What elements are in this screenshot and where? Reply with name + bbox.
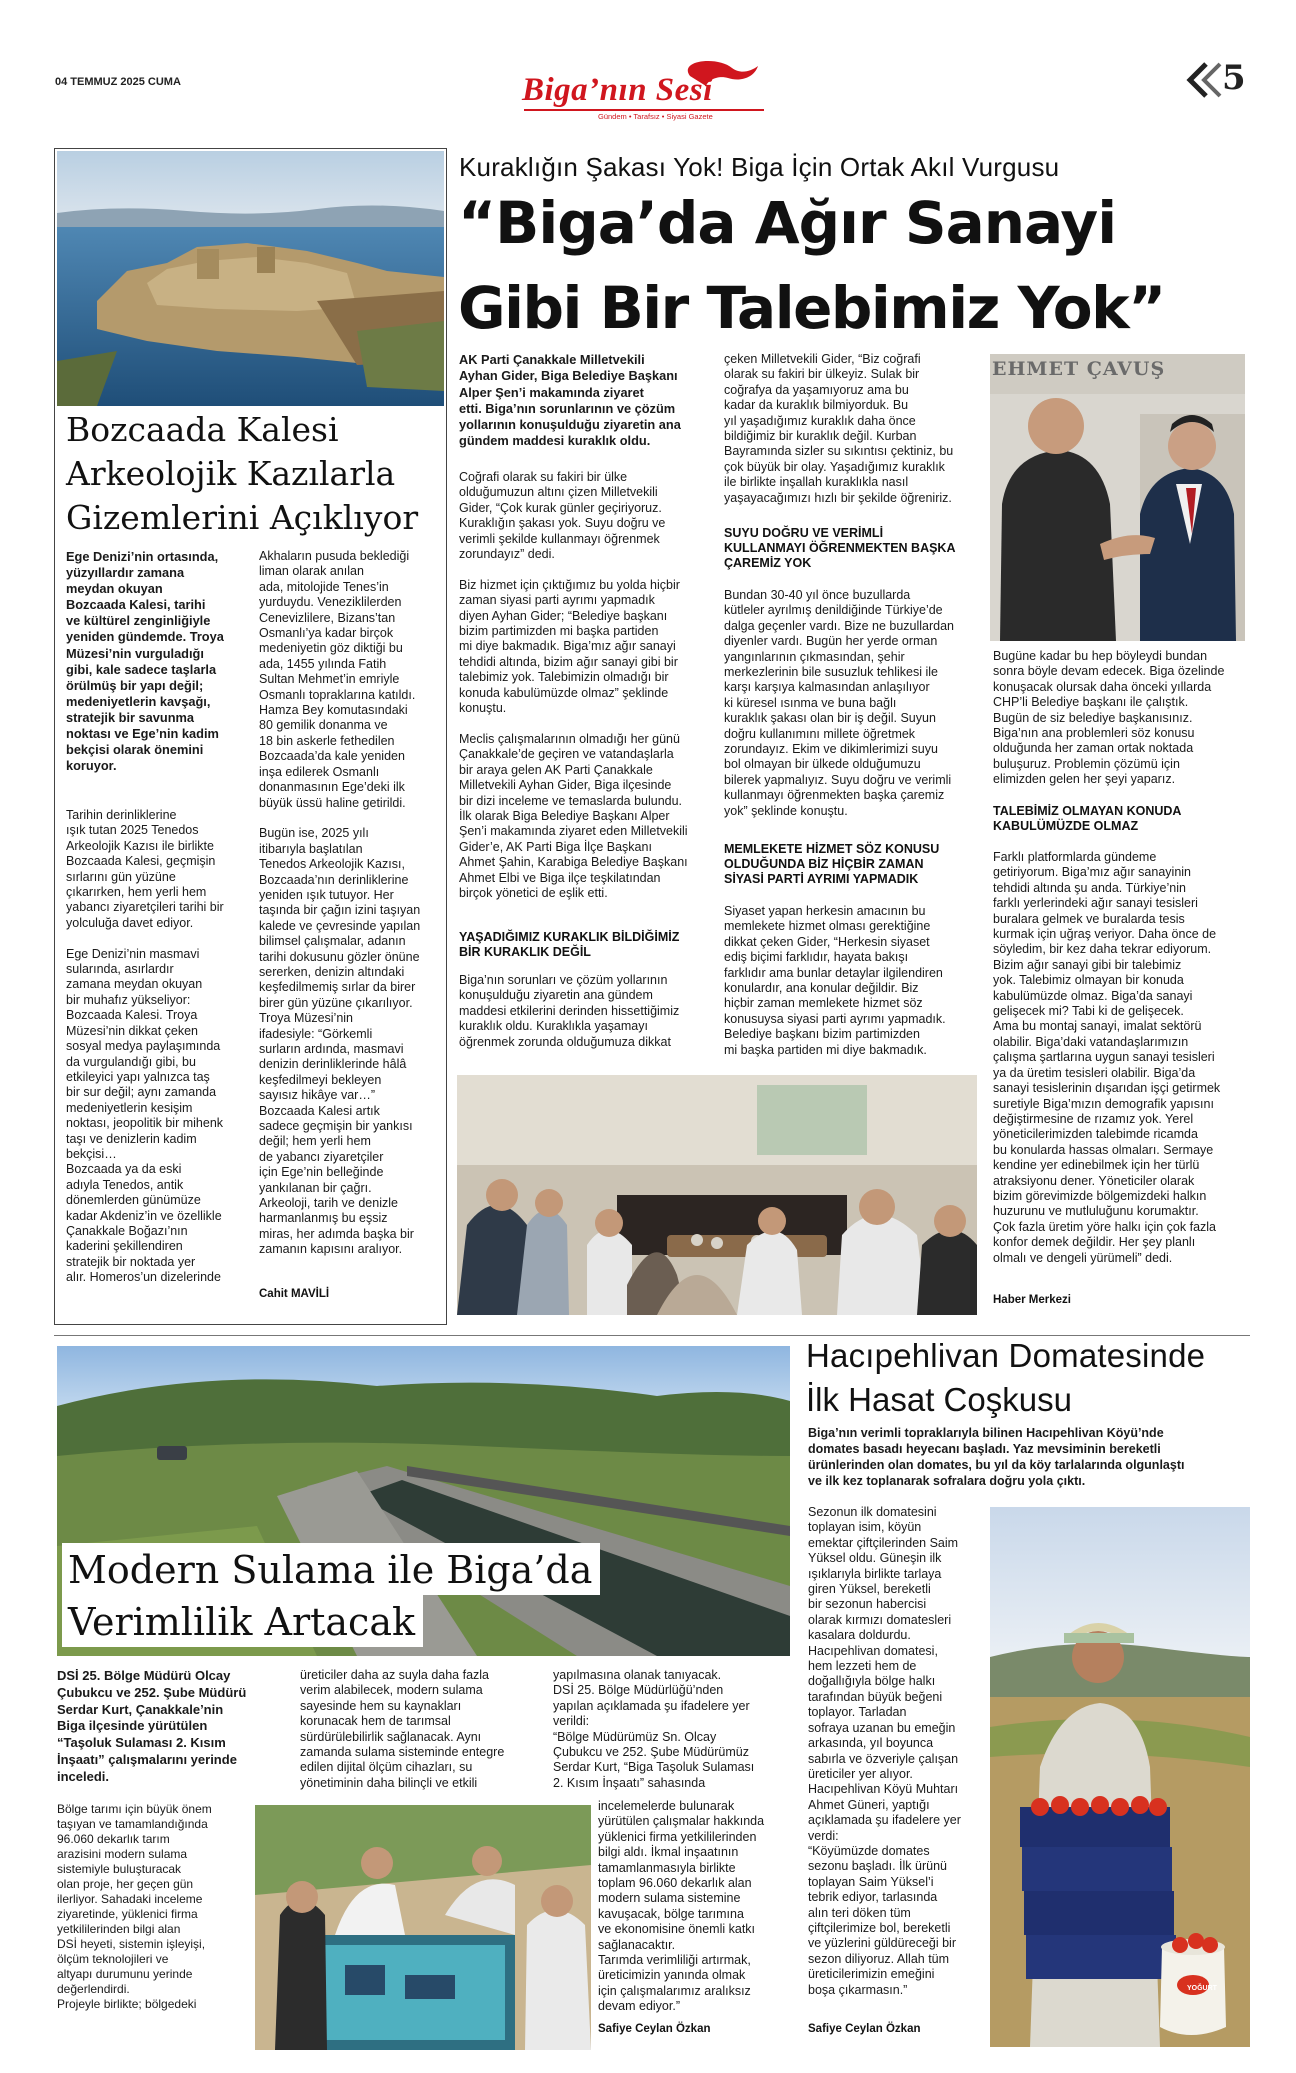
sanayi-lead: AK Parti Çanakkale Milletvekili Ayhan Gider, Biga Belediye Başkanı Alper Şen’i makamında ziyaret etti. Biga’nın sorunlarının ve çözüm yollarının konuşulduğu ziyaretin ana gündem maddesi kuraklık oldu. [459, 352, 681, 449]
logo-tagline: Gündem • Tarafsız • Siyasi Gazete [598, 112, 713, 121]
bozcaada-col2: Akhaların pusuda beklediği liman olarak anılan ada, mitolojide Tenes’in yurduydu. Veneziklilerden Cenevizlilere, Bizans’tan Osmanlı’ya kadar birçok medeniyetin göz diktiği bu ada, 1455 yılında Fatih Sultan Mehmet’in emriyle Osmanlı topraklarına katıldı. Hamza Bey komutasındaki 80 gemilik donanma ve 18 bin askerle fethedilen Bozcaada’da kale yeniden inşa edilerek Osmanlı donanmasının Ege’deki ilk büyük üssü haline getirildi. Bugün ise, 2025 yılı itibarıyla başlatılan Tenedos Arkeolojik Kazısı, Bozcaada’nın derinliklerine yeniden ışık tutuyor. Her taşında bir çağın izini taşıyan kalede ve çevresinde yapılan bilimsel çalışmalar, adanın tarihi dokusunu gözler önüne sererken, denizin altındaki keşfedilmemiş sırlar da birer birer gün yüzüne çıkarılıyor. Troya Müzesi’nin ifadesiyle: “Görkemli surların ardında, masmavi denizin derinliklerinde hâlâ keşfedilmeyi bekleyen sayısız hikâye var…” Bozcaada Kalesi artık sadece geçmişin bir yankısı değil; hem yerli hem de yabancı ziyaretçiler için Ege’nin belleğinde yankılanan bir çağrı. Arkeoloji, tarih ve denizle harmanlanmış bu eşsiz miras, her adımda başka bir zamanın kapısını aralıyor. [259, 549, 421, 1257]
bozcaada-col1: Tarihin derinliklerine ışık tutan 2025 Tenedos Arkeolojik Kazısı ile birlikte Bozcaada Kalesi, geçmişin sırlarını gün yüzüne çıkarırken, hem yerli hem yabancı ziyaretçileri tarihi bir yolculuğa davet ediyor. Ege Denizi’nin masmavi sularında, asırlardır zamana meydan okuyan bir muhafız yükseliyor: Bozcaada Kalesi. Troya Müzesi’nin dikkat çeken sosyal medya paylaşımında da vurgulandığı gibi, bu etkileyici yapı yalnızca taş bir sur değil; aynı zamanda medeniyetlerin kesişim noktası, jeopolitik bir mihenk taşı ve denizlerin kadim bekçisi… Bozcaada ya da eski adıyla Tenedos, antik dönemlerden günümüze kadar Akdeniz’in ve özellikle Çanakkale Boğazı’nın kaderini şekillendiren stratejik bir noktada yer alır. Homeros’un dizelerinde [66, 808, 224, 1285]
sulama-headline-1 [62, 1543, 600, 1595]
sulama-col3: yapılmasına olanak tanıyacak. DSİ 25. Bölge Müdürlüğü’nden yapılan açıklamada şu ifadelere yer verildi: “Bölge Müdürümüz Sn. Olcay Çubukcu ve 252. Şube Müdürümüz Serdar Kurt, “Biga Taşoluk Sulaması 2. Kısım İnşaatı” sahasında [553, 1668, 755, 1790]
domates-lead: Biga’nın verimli topraklarıyla bilinen Hacıpehlivan Köyü’nde domates basadı heyecanı başladı. Yaz mevsiminin bereketli ürünlerinden olan domates, bu yıl da köy tarlalarında olgunlaştı ve ilk kez toplanarak sofralara doğru yola çıktı. [808, 1426, 1185, 1488]
dsi-inspection-photo [255, 1805, 591, 2050]
domates-headline-2: İlk Hasat Coşkusu [806, 1381, 1072, 1418]
sanayi-col2-body3: Siyaset yapan herkesin amacının bu memlekete hizmet olması gerektiğine dikkat çeken Gider, “Herkesin siyaset ediş biçimi farklıdır, hayata bakışı farklıdır ama bunlar detaylar ilgilendiren konulardır, ana konular değildir. Biz hiçbir zaman memlekete hizmet söz konusuysa siyasi parti ayrımı yapmadık. Belediye başkanı bizim partimizden mi başka partiden mi diye bakmadık. [724, 904, 946, 1057]
sulama-col2: üreticiler daha az suyla daha fazla verim alabilecek, modern sulama sayesinde hem su kaynakları korunacak hem de tarımsal sürdürülebilirlik sağlanacak. Aynı zamanda sulama sisteminde entegre edilen dijital ölçüm cihazları, su yönetiminin daha bilinçli ve etkili [300, 1668, 505, 1790]
sulama-headline-1-text: Modern Sulama ile Biga’da [68, 1548, 593, 1592]
page-number: 5 [1222, 58, 1246, 98]
farmer-tomato-photo [990, 1507, 1250, 2047]
page-number-badge [1182, 60, 1252, 100]
sanayi-col1-body2: Biga’nın sorunları ve çözüm yollarının konuşulduğu ziyaretin ana gündem maddesi etkilerini derinden hissettiğimiz kuraklık oldu. Kuraklıkla yaşamayı öğrenmek zorunda olduğumuza dikkat [459, 973, 680, 1049]
bozcaada-headline-3: Gizemlerini Açıklıyor [66, 498, 419, 537]
sanayi-col3-body: Bugüne kadar bu hep böyleydi bundan sonra böyle devam edecek. Biga özelinde konuşacak olursak daha önceki yıllarda CHP’li Belediye başkanı ile çalıştık. Bugün de siz belediye başkanısınız. Biga’nın ana problemleri söz konusu olduğunda her zaman ortak noktada buluşuruz. Problemin çözümü için elimizden gelen her şeyi yaparız. [993, 649, 1225, 787]
sulama-headline-2 [62, 1595, 423, 1647]
sanayi-col3-subhead: TALEBİMİZ OLMAYAN KONUDA KABULÜMÜZDE OLMAZ [993, 804, 1182, 833]
bozcaada-lead: Ege Denizi’nin ortasında, yüzyıllardır zamana meydan okuyan Bozcaada Kalesi, tarihi ve kültürel zenginliğiyle yeniden gündemde. Troya Müzesi’nin vurguladığı gibi, kale sadece taşlarla örülmüş bir yapı değil; medeniyetlerin kavşağı, stratejik bir savunma noktası ve Ege’nin kadim bekçisi olarak önemini koruyor. [66, 549, 224, 774]
sanayi-col2-subhead1: SUYU DOĞRU VE VERİMLİ KULLANMAYI ÖĞRENMEKTEN BAŞKA ÇAREMİZ YOK [724, 526, 956, 570]
sulama-col3-body2: incelemelerde bulunarak yürütülen çalışmalar hakkında yüklenici firma yetkililerinden bilgi aldı. İkmal inşaatının tamamlanmasıyla birlikte toplam 96.060 dekarlık alan modern sulama sistemine kavuşacak, bölge tarımına ve ekonomisine önemli katkı sağlanacaktır. Tarımda verimliliği artırmak, üreticimizin yanında olmak için çalışmalarımız aralıksız devam ediyor.” [598, 1799, 765, 2014]
bozcaada-byline: Cahit MAVİLİ [259, 1288, 330, 1300]
bozcaada-headline-2: Arkeolojik Kazılarla [66, 454, 396, 493]
sanayi-col2-subhead2: MEMLEKETE HİZMET SÖZ KONUSU OLDUĞUNDA BİZ HİÇBİR ZAMAN SİYASİ PARTİ AYRIMI YAPMADIK [724, 842, 940, 886]
sulama-col1: Bölge tarımı için büyük önem taşıyan ve tamamlandığında 96.060 dekarlık tarım arazisini modern sulama sistemiyle buluşturacak olan proje, her geçen gün ilerliyor. Sahadaki inceleme ziyaretinde, yüklenici firma yetkililerinden bilgi alan DSİ heyeti, sistemin işleyişi, ölçüm teknolojileri ve altyapı durumunu yerinde değerlendirdi. Projeyle birlikte; bölgedeki [57, 1802, 212, 2011]
wall-sign-text: EHMET ÇAVUŞ [992, 358, 1166, 380]
sanayi-headline-1: “Biga’da Ağır Sanayi [458, 189, 1117, 257]
sanayi-col1-body: Coğrafi olarak su fakiri bir ülke olduğumuzun altını çizen Milletvekili Gider, “Çok kurak günler geçiriyoruz. Kuraklığın şakası yok. Suyu doğru ve verimli şekilde kullanmayı öğrenmek zorundayız” dedi. Biz hizmet için çıktığımız bu yolda hiçbir zaman siyasi parti ayrımı yapmadık diyen Ayhan Gider; “Belediye başkanı bizim partimizden mi başka partiden mi diye bakmadık. Biga’mız ağır sanayi tehdidi altında, bizim ağır sanayi gibi bir talebimiz yok. Talebimizin olmadığı bir konuda kabulümüzde olmaz” şeklinde konuştu. Meclis çalışmalarının olmadığı her günü Çanakkale’de geçiren ve vatandaşlarla bir araya gelen AK Parti Çanakkale Milletvekili Ayhan Gider, Biga ilçesinde bir dizi inceleme ve temaslarda bulundu. İlk olarak Biga Belediye Başkanı Alper Şen’i makamında ziyaret eden Milletvekili Gider’e, AK Parti Biga İlçe Başkanı Ahmet Şahin, Karabiga Belediye Başkanı Ahmet Elbi ve Biga ilçe teşkilatından birçok yönetici de eşlik etti. [459, 470, 688, 900]
sanayi-col1-subhead: YAŞADIĞIMIZ KURAKLIK BİLDİĞİMİZ BİR KURAKLIK DEĞİL [459, 930, 680, 959]
sanayi-headline-2: Gibi Bir Talebimiz Yok” [458, 274, 1165, 342]
handshake-photo [990, 354, 1245, 641]
sanayi-byline: Haber Merkezi [993, 1294, 1071, 1306]
bucket-label: YOĞURT [1187, 1985, 1217, 1992]
sanayi-col2-body2: Bundan 30-40 yıl önce buzullarda kütleler ayrılmış denildiğinde Türkiye’de dalga geçenler vardı. Bize ne buzullardan diyenler vardı. Bugün her yerde orman yangınlarının çıkmasından, şehir merkezlerinin bile susuzluk tehlikesi ile karşı karşıya kalmasından anlaşılıyor ki küresel ısınma ve buna bağlı kuraklık şakası olan bir iş değil. Suyun doğru kullanımını millete öğretmek zorundayız. Ekim ve dikimlerimizi suyu bol olmayan bir ülkede olduğumuzu bilerek yapmalıyız. Suyu doğru ve verimli kullanmayı öğrenmekten başka çaremiz yok” şeklinde konuştu. [724, 588, 955, 818]
sulama-headline-2-text: Verimlilik Artacak [68, 1600, 416, 1644]
page-date: 04 TEMMUZ 2025 CUMA [55, 76, 181, 88]
logo-text: Biga’nın Sesi [522, 72, 713, 108]
sanayi-kicker: Kuraklığın Şakası Yok! Biga İçin Ortak Akıl Vurgusu [459, 152, 1060, 182]
domates-byline: Safiye Ceylan Özkan [808, 2023, 921, 2035]
chevron-left-icon [1182, 60, 1226, 100]
sulama-byline: Safiye Ceylan Özkan [598, 2023, 711, 2035]
sanayi-col2-body: çeken Milletvekili Gider, “Biz coğrafi olarak su fakiri bir ülkeyiz. Sulak bir coğrafya da yaşamıyoruz ama bu kadar da kuraklık bilmiyorduk. Bu yıl yaşadığımız kuraklık daha önce bildiğimiz bir kuraklık değil. Kurban Bayramında sizler su sıkıntısı çektiniz, bu çok büyük bir olay. Yaşadığımız kuraklık ile birlikte inşallah kuraklıkla nasıl yaşayacağımızı hızlı bir şekilde öğreniriz. [724, 352, 954, 505]
sulama-lead: DSİ 25. Bölge Müdürü Olcay Çubukcu ve 252. Şube Müdürü Serdar Kurt, Çanakkale’nin Biga ilçesinde yürütülen “Taşoluk Sulaması 2. Kısım İnşaatı” çalışmalarını yerinde inceledi. [57, 1668, 247, 1784]
domates-body: Sezonun ilk domatesini toplayan isim, köyün emektar çiftçilerinden Saim Yüksel oldu. Güneşin ilk ışıklarıyla birlikte tarlaya giren Yüksel, bereketli bir sezonun habercisi olarak kırmızı domatesleri kasalara doldurdu. Hacıpehlivan domatesi, hem lezzeti hem de doğallığıyla bölge halkı tarafından büyük beğeni toplayor. Tarladan sofraya uzanan bu emeğin arkasında, yıl boyunca sabırla ve özveriyle çalışan üreticiler yer alıyor. Hacıpehlivan Köyü Muhtarı Ahmet Güneri, yaptığı açıklamada şu ifadelere yer verdi: “Köyümüzde domates sezonu başladı. İlk ürünü toplayan Saim Yüksel’i tebrik ediyor, tarlasında alın teri döken tüm çiftçilerimize bol, bereketli ve yüzlerini güldüreceği bir sezon diliyoruz. Allah tüm üreticilerimizin emeğini boşa çıkarmasın.” [808, 1505, 961, 1997]
castle-photo [57, 151, 444, 406]
domates-headline-1: Hacıpehlivan Domatesinde [806, 1337, 1206, 1374]
meeting-photo [457, 1075, 977, 1315]
bozcaada-headline-1: Bozcaada Kalesi [66, 410, 339, 449]
sanayi-col3-body2: Farklı platformlarda gündeme getiriyorum. Biga’mız ağır sanayinin tehdidi altında şu anda. Türkiye’nin farklı yerlerindeki ağır sanayi tesisleri buralara gelmek ve buralarda tesis kurmak için uğraş veriyor. Daha önce de söyledim, bir kez daha tekrar ediyorum. Bizim ağır sanayi gibi bir talebimiz yok. Talebimiz olmayan bir konuda kabulümüzde olmaz. Biga’da sanayi gelişecek mi? Tabi ki de gelişecek. Ama bu montaj sanayi, imalat sektörü olabilir. Biga’daki vatandaşlarımızın çalışma şartlarına uygun sanayi tesisleri ya da üretim tesisleri olabilir. Biga’da sanayi tesislerinin dışarıdan işçi getirmek suretiyle Biga’mızın demografik yapısını değiştirmesine de rızamız yok. Yerel yöneticilerimizden talebimde ricamda bu konularda hassas olmaları. Sermaye kendine yer edinebilmek için her türlü atraksiyonu dener. Yöneticiler olarak bizim görevimizde bölgemizdeki halkın huzurunu ve mutluluğunu korumaktır. Çok fazla üretim yöre halkı için çok fazla konfor demek değildir. Her şey planlı olmalı ve dengeli yürümeli” dedi. [993, 850, 1221, 1265]
masthead-logo [518, 54, 770, 120]
